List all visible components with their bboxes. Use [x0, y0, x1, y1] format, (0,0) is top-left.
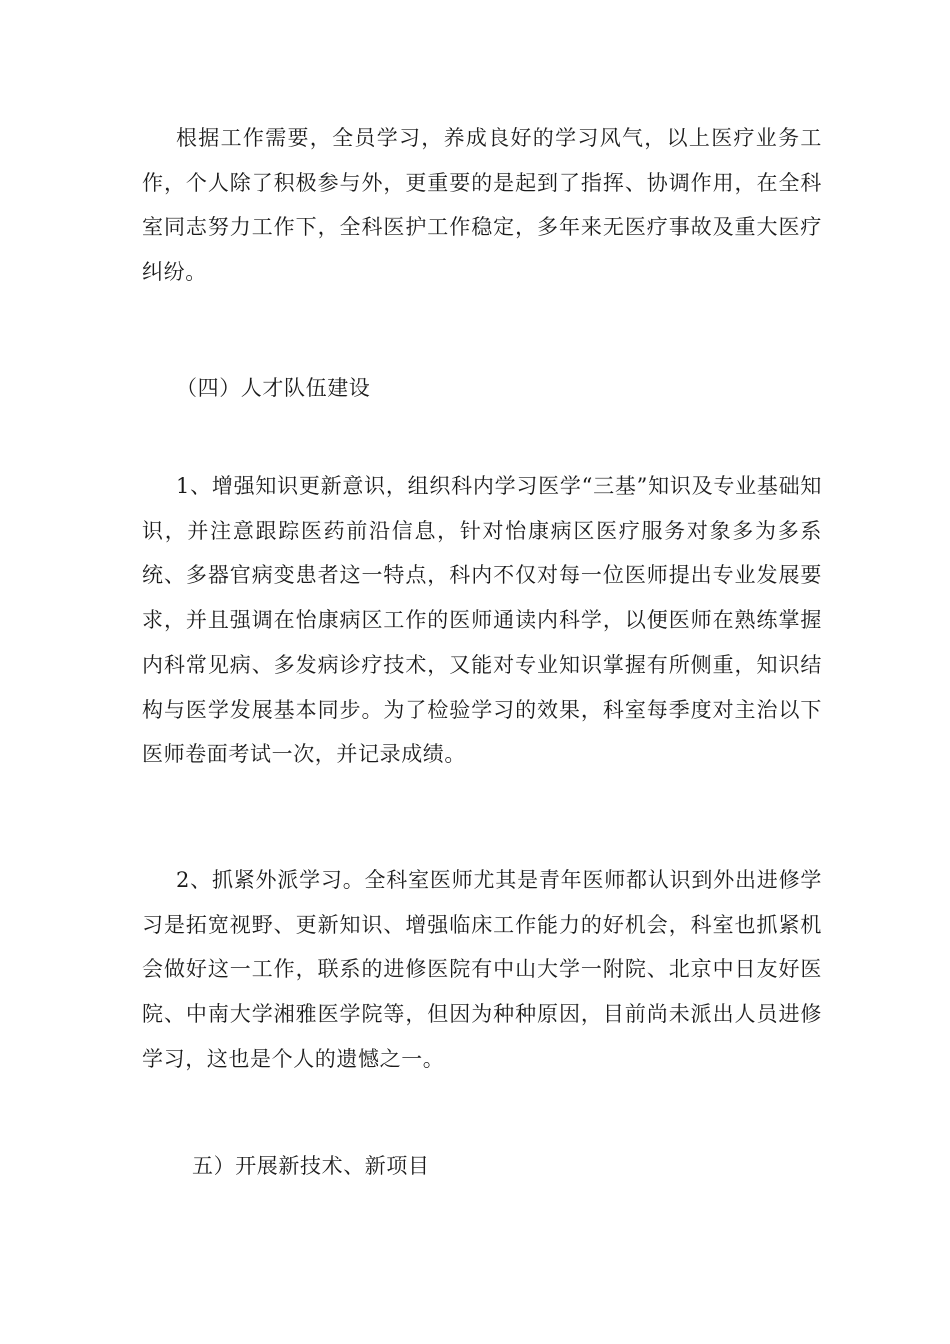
- paragraph-knowledge-update: 1、增强知识更新意识，组织科内学习医学“三基”知识及专业基础知识，并注意跟踪医药前沿信息，针对怡康病区医疗服务对象多为多系统、多器官病变患者这一特点，科内不仅对每一位医师提出专业发展要求，并且强调在怡康病区工作的医师通读内科学，以便医师在熟练掌握内科常见病、多发病诊疗技术，又能对专业知识掌握有所侧重，知识结构与医学发展基本同步。为了检验学习的效果，科室每季度对主治以下医师卷面考试一次，并记录成绩。: [142, 474, 822, 767]
- paragraph-external-study: 2、抓紧外派学习。全科室医师尤其是青年医师都认识到外出进修学习是拓宽视野、更新知识、增强临床工作能力的好机会，科室也抓紧机会做好这一工作，联系的进修医院有中山大学一附院、北京中日友好医院、中南大学湘雅医学院等，但因为种种原因，目前尚未派出人员进修学习，这也是个人的遗憾之一。: [142, 868, 822, 1071]
- section-heading-new-technology: 五）开展新技术、新项目: [192, 1154, 430, 1178]
- section-heading-talent-team: （四）人才队伍建设: [176, 376, 371, 400]
- paragraph-medical-work: 根据工作需要，全员学习，养成良好的学习风气，以上医疗业务工作，个人除了积极参与外，更重要的是起到了指挥、协调作用，在全科室同志努力工作下，全科医护工作稳定，多年来无医疗事故及重大医疗纠纷。: [142, 126, 822, 285]
